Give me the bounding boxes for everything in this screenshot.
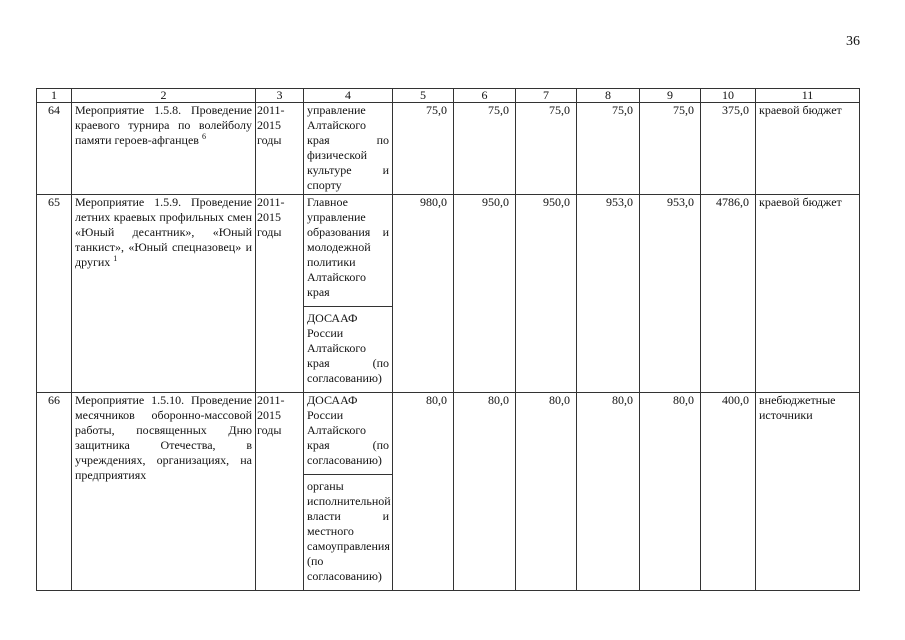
executor-cell [304,393,393,591]
executor-cell [304,103,393,195]
table-row [37,103,860,195]
value-2013: 75,0 [516,103,577,195]
column-number-header: 8 [577,89,640,103]
value-2012: 80,0 [454,393,516,591]
executor-cell [304,195,393,393]
column-number-header: 11 [756,89,860,103]
value-2012: 950,0 [454,195,516,393]
program-activities-table [36,88,860,591]
column-number-header: 5 [393,89,454,103]
column-number-row [37,89,860,103]
funding-source: краевой бюджет [756,103,860,195]
value-2011: 980,0 [393,195,454,393]
value-total: 375,0 [701,103,756,195]
row-number: 66 [37,393,72,591]
period: 2011-2015 годы [256,393,304,591]
executor: ДОСААФ России Алтайского края (по согласованию) [304,306,392,386]
executor: управление Алтайского края по физической культуре и спорту [307,103,389,192]
value-2012: 75,0 [454,103,516,195]
value-2011: 75,0 [393,103,454,195]
column-number-header: 2 [72,89,256,103]
footnote-marker: 6 [201,132,206,141]
column-number-header: 9 [640,89,701,103]
activity-name [72,195,256,393]
value-2014: 75,0 [577,103,640,195]
period: 2011-2015 годы [256,103,304,195]
table-row [37,195,860,393]
funding-source: внебюджетные источники [756,393,860,591]
activity-name-text: Мероприятие 1.5.9. Проведение летних краевых профильных смен «Юный десантник», «Юный танкист», «Юный спецназовец» и других [75,195,252,269]
page-number: 36 [846,34,860,49]
value-total: 4786,0 [701,195,756,393]
value-2014: 953,0 [577,195,640,393]
activity-name-text: Мероприятие 1.5.8. Проведение краевого турнира по волейболу памяти героев-афганцев [75,103,252,147]
column-number-header: 7 [516,89,577,103]
column-number-header: 6 [454,89,516,103]
activity-name-text: Мероприятие 1.5.10. Проведение месячников оборонно-массовой работы, посвященных Дню защитника Отечества, в учреждениях, организациях, на предприятиях [75,393,252,482]
executor: органы исполнительной власти и местного самоуправления (по согласованию) [304,474,392,584]
row-number: 65 [37,195,72,393]
value-2015: 953,0 [640,195,701,393]
executor: ДОСААФ России Алтайского края (по согласованию) [307,393,389,467]
funding-source: краевой бюджет [756,195,860,393]
value-2013: 950,0 [516,195,577,393]
value-2015: 80,0 [640,393,701,591]
activity-name [72,103,256,195]
column-number-header: 4 [304,89,393,103]
activity-name [72,393,256,591]
value-2011: 80,0 [393,393,454,591]
column-number-header: 1 [37,89,72,103]
period: 2011-2015 годы [256,195,304,393]
value-2014: 80,0 [577,393,640,591]
footnote-marker: 1 [113,254,118,263]
value-2015: 75,0 [640,103,701,195]
row-number: 64 [37,103,72,195]
column-number-header: 10 [701,89,756,103]
column-number-header: 3 [256,89,304,103]
executor: Главное управление образования и молодежной политики Алтайского края [307,195,389,299]
value-total: 400,0 [701,393,756,591]
table-row [37,393,860,591]
value-2013: 80,0 [516,393,577,591]
